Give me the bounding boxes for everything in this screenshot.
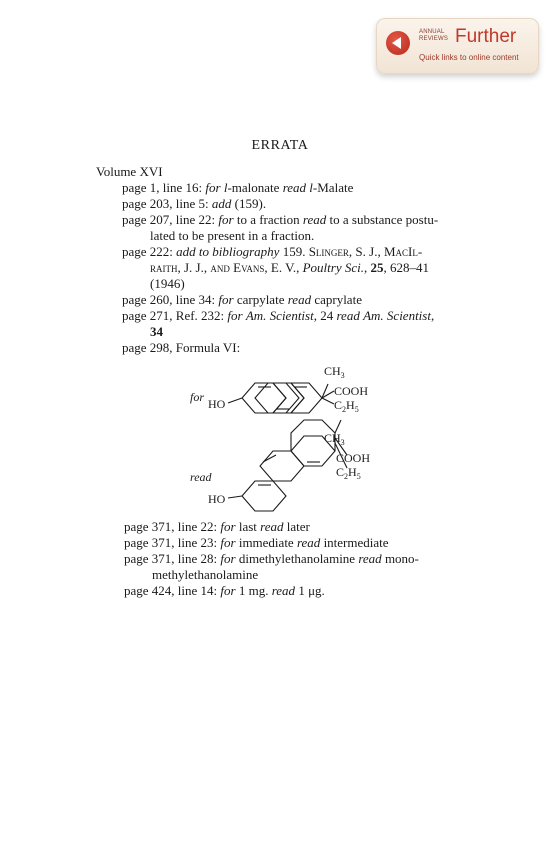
badge-tagline: Quick links to online content [419,53,519,62]
top-ch3: $CH_3$ [324,364,345,380]
erratum-9: page 371, line 23: for immediate read intermediate [124,535,389,550]
page-title: ERRATA [251,138,309,153]
erratum-10-cont: methylethanolamine [152,567,259,582]
erratum-3-cont: lated to be present in a fraction. [150,228,315,243]
erratum-5: page 260, line 34: for carpylate read caprylate [122,292,362,307]
erratum-1: page 1, line 16: for l-malonate read l-Malate [122,180,354,195]
formula-for-label: for [190,390,205,404]
top-c2h5: $C_2H_5$ [334,398,359,414]
erratum-6: page 271, Ref. 232: for Am. Scientist, 24 read Am. Scientist, [122,308,435,323]
bottom-ho: HO [208,492,226,506]
bottom-cooh: COOH [336,451,371,465]
bottom-c2h5: $C_2H_5$ [336,465,361,481]
volume-heading: Volume XVI [96,164,163,179]
formula-incorrect-rings [228,383,334,413]
annual-reviews-further-badge[interactable] [376,18,539,74]
structural-formulas [0,358,560,518]
erratum-3: page 207, line 22: for to a fraction read to a substance postu- [122,212,439,227]
badge-further: Further [455,26,517,47]
badge-reviews: REVIEWS [419,36,449,42]
erratum-6-cont: 34 [150,324,163,339]
badge-annual: ANNUAL [419,29,445,35]
erratum-8: page 371, line 22: for last read later [124,519,310,534]
erratum-4-cont: raith, J. J., and Evans, E. V., Poultry Sci., 25, 628–41 [150,260,429,275]
erratum-4-year: (1946) [150,276,185,291]
erratum-11: page 424, line 14: for 1 mg. read 1 μg. [124,583,325,598]
erratum-7: page 298, Formula VI: [122,340,241,355]
formula-read-label: read [190,470,212,484]
erratum-10: page 371, line 28: for dimethylethanolamine read mono- [124,551,419,566]
back-arrow-icon [386,31,410,55]
bottom-ch3: $CH_3$ [324,431,345,447]
top-cooh: COOH [334,384,369,398]
erratum-4: page 222: add to bibliography 159. Slinger, S. J., MacIl- [122,244,423,259]
top-ho: HO [208,397,226,411]
erratum-2: page 203, line 5: add (159). [122,196,267,211]
